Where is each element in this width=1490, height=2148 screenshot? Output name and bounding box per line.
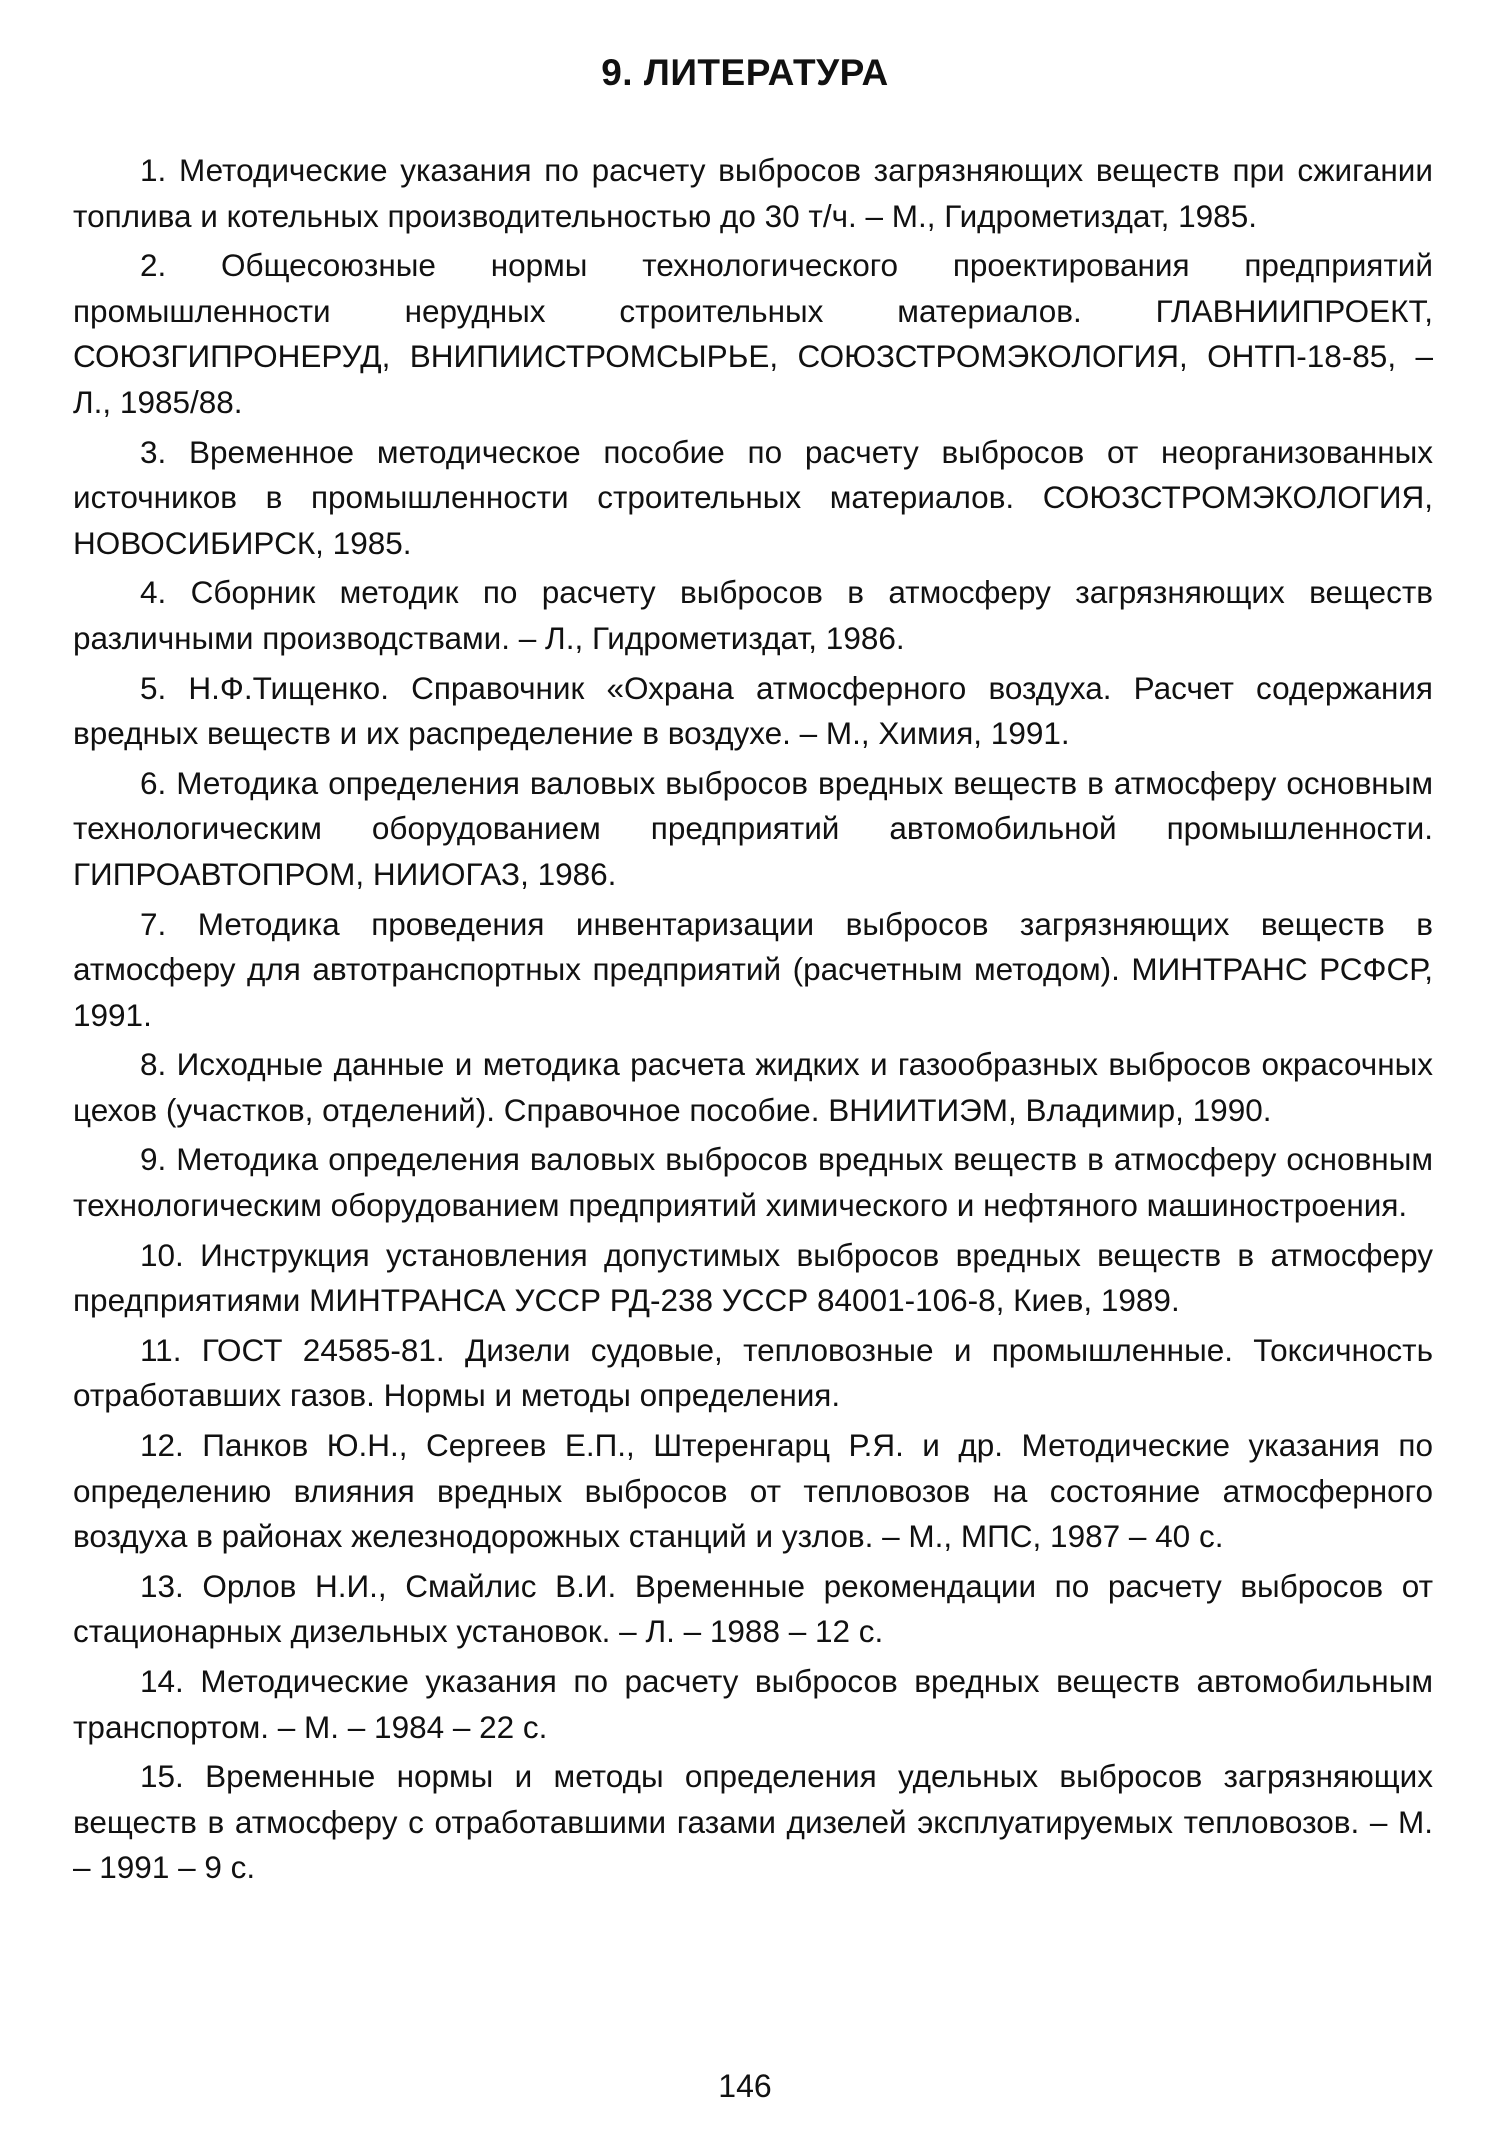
- reference-item: 12. Панков Ю.Н., Сергеев Е.П., Штеренгарц Р.Я. и др. Методические указания по определению влияния вредных выбросов от тепловозов на состояние атмосферного воздуха в районах железнодорожных станций и узлов. – М., МПС, 1987 – 40 с.: [73, 1427, 1433, 1555]
- reference-item: 4. Сборник методик по расчету выбросов в атмосферу загрязняющих веществ различными производствами. – Л., Гидрометиздат, 1986.: [73, 574, 1433, 656]
- reference-item: 10. Инструкция установления допустимых выбросов вредных веществ в атмосферу предприятиями МИНТРАНСА УССР РД-238 УССР 84001-106-8, Киев, 1989.: [73, 1236, 1433, 1319]
- page-number: 146: [718, 2068, 772, 2104]
- reference-item: 14. Методические указания по расчету выбросов вредных веществ автомобильным транспортом. – М. – 1984 – 22 с.: [73, 1663, 1433, 1745]
- reference-item: 3. Временное методическое пособие по расчету выбросов от неорганизованных источников в промышленности строительных материалов. СОЮЗСТРОМЭКОЛОГИЯ, НОВОСИБИРСК, 1985.: [73, 433, 1433, 561]
- reference-item: 9. Методика определения валовых выбросов вредных веществ в атмосферу основным технологическим оборудованием предприятий химического и нефтяного машиностроения.: [73, 1141, 1433, 1224]
- reference-item: 8. Исходные данные и методика расчета жидких и газообразных выбросов окрасочных цехов (участков, отделений). Справочное пособие. ВНИИТИЭМ, Владимир, 1990.: [73, 1046, 1433, 1128]
- reference-item: 2. Общесоюзные нормы технологического проектирования предприятий промышленности нерудных строительных материалов. ГЛАВНИИПРОЕКТ, СОЮЗГИПРОНЕРУД, ВНИПИИСТРОМСЫРЬЕ, СОЮЗСТРОМЭКОЛОГИЯ, ОНТП-18-85, – Л., 1985/88.: [73, 247, 1433, 420]
- reference-list: [73, 148, 1433, 1895]
- reference-item: 5. Н.Ф.Тищенко. Справочник «Охрана атмосферного воздуха. Расчет содержания вредных веществ и их распределение в воздухе. – М., Химия, 1991.: [73, 669, 1433, 752]
- reference-item: 6. Методика определения валовых выбросов вредных веществ в атмосферу основным технологическим оборудованием предприятий автомобильной промышленности. ГИПРОАВТОПРОМ, НИИОГАЗ, 1986.: [73, 764, 1433, 892]
- reference-item: 11. ГОСТ 24585-81. Дизели судовые, тепловозные и промышленные. Токсичность отработавших газов. Нормы и методы определения.: [73, 1331, 1433, 1414]
- page-title: 9. ЛИТЕРАТУРА: [601, 52, 889, 93]
- reference-item: 15. Временные нормы и методы определения удельных выбросов загрязняющих веществ в атмосферу с отработавшими газами дизелей эксплуатируемых тепловозов. – М. – 1991 – 9 с.: [73, 1758, 1433, 1886]
- reference-item: 1. Методические указания по расчету выбросов загрязняющих веществ при сжигании топлива и котельных производительностью до 30 т/ч. – М., Гидрометиздат, 1985.: [73, 152, 1433, 234]
- reference-item: 7. Методика проведения инвентаризации выбросов загрязняющих веществ в атмосферу для автотранспортных предприятий (расчетным методом). МИНТРАНС РСФСР, 1991.: [73, 905, 1433, 1033]
- reference-item: 13. Орлов Н.И., Смайлис В.И. Временные рекомендации по расчету выбросов от стационарных дизельных установок. – Л. – 1988 – 12 с.: [73, 1567, 1433, 1650]
